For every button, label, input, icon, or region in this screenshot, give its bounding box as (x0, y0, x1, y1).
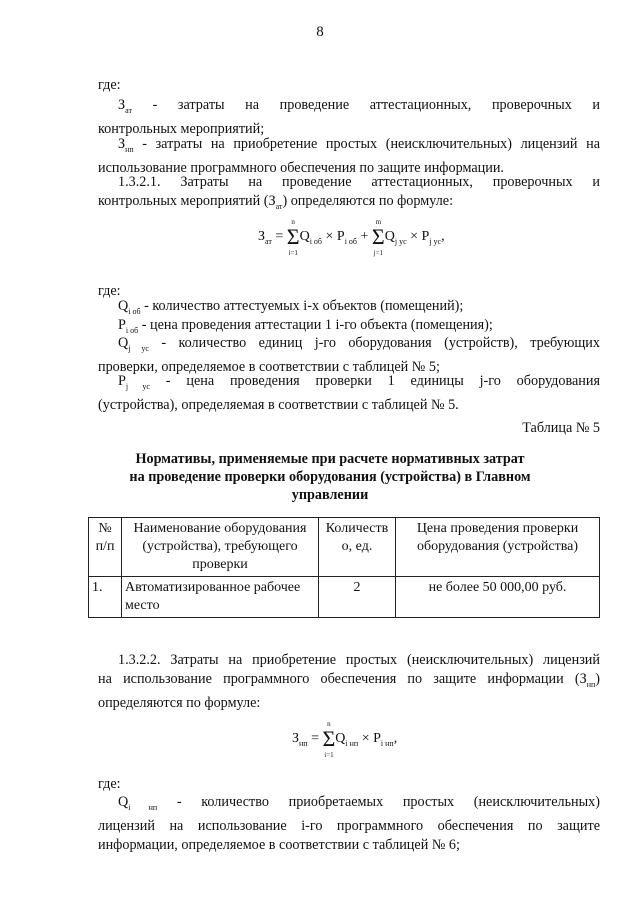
text: ) (595, 671, 600, 687)
comma: , (441, 229, 445, 245)
subscript: i об (309, 237, 322, 247)
subscript: ат (275, 201, 283, 211)
title-line: Нормативы, применяемые при расчете нормативных затрат (135, 451, 525, 467)
text: контрольных мероприятий (З (98, 193, 276, 209)
subscript: нп (586, 679, 596, 689)
paragraph-1-3-2-2 (98, 651, 600, 713)
header-qty (319, 518, 396, 577)
header-text: (устройства), требующего (142, 539, 298, 554)
symbol: З (118, 136, 126, 152)
where-text: где: (98, 283, 121, 299)
times-sign: × (325, 229, 334, 245)
cell-qty: 2 (319, 577, 396, 618)
definition-text: - затраты на приобретение простых (неисключительных) лицензий на (142, 136, 600, 152)
cell-price: не более 50 000,00 руб. (396, 577, 600, 618)
subscript: j ус (429, 237, 442, 247)
paragraph-1-3-2-1 (98, 173, 600, 216)
symbol: P (118, 373, 126, 389)
subscript: i об (125, 325, 139, 335)
header-name (122, 518, 319, 577)
header-price (396, 518, 600, 577)
comma: , (393, 731, 398, 747)
definition-text: - цена проведения проверки 1 единицы j-го оборудования (165, 373, 601, 389)
header-text: Количеств (325, 521, 389, 536)
definition-text: - цена проведения аттестации 1 i-го объекта (помещения); (141, 317, 493, 333)
def-line-cont: проверки, определяемое в соответствии с таблицей № 5; (98, 358, 440, 375)
def-z-at-line-2: контрольных мероприятий; (98, 120, 265, 137)
sigma-icon: Σ n i=1 (322, 720, 336, 759)
symbol: Q (118, 794, 129, 810)
def-z-np-line-2: использование программного обеспечения по защите информации. (98, 159, 504, 176)
formula-lhs: З (258, 229, 266, 245)
subscript: ат (125, 105, 132, 115)
sum-lower-limit: j=1 (373, 249, 384, 257)
subscript: i об (128, 306, 141, 316)
page-number: 8 (316, 24, 324, 40)
table-row (89, 577, 600, 618)
subscript: i нп (345, 739, 359, 749)
paragraph-line-2 (98, 670, 600, 694)
subscript: ат (265, 237, 272, 247)
def-z-np-line-1 (98, 135, 600, 159)
def-line-cont: лицензий на использование i-го программного обеспечения по защите (98, 817, 600, 834)
where-label-1 (98, 76, 600, 95)
header-text: Наименование оборудования (133, 521, 307, 536)
def-q-jus (98, 334, 600, 377)
paragraph-line-3: определяются по формуле: (98, 694, 261, 711)
header-text: оборудования (устройства) (416, 539, 579, 554)
cell-num: 1. (89, 577, 122, 618)
plus-sign: + (360, 229, 369, 245)
paragraph-line-1: 1.3.2.2. Затраты на приобретение простых (неисключительных) лицензий (118, 652, 600, 668)
subscript: j ус (128, 343, 149, 353)
def-p-jus (98, 372, 600, 415)
definition-text: - затраты на проведение аттестационных, проверочных и (152, 97, 601, 113)
def-line-cont: информации, определяемое в соответствии с таблицей № 6; (98, 836, 460, 853)
times-sign: × (410, 229, 419, 245)
symbol: P (118, 317, 126, 333)
q-symbol: Q (299, 229, 310, 245)
subscript: нп (125, 144, 134, 154)
header-text: проверки (192, 557, 248, 572)
header-text: о, ед. (341, 539, 373, 554)
equals-sign: = (311, 731, 319, 747)
definition-text: - количество единиц j-го оборудования (устройств), требующих (161, 335, 600, 351)
subscript: i об (344, 237, 357, 247)
p-symbol: P (336, 229, 345, 245)
table-caption: Таблица № 5 (522, 420, 600, 436)
subscript: нп (299, 739, 308, 749)
sum-upper-limit: n (291, 218, 295, 226)
times-sign: × (361, 731, 370, 747)
header-num (89, 518, 122, 577)
header-text: п/п (95, 539, 115, 554)
sum-upper-limit: m (375, 218, 382, 226)
def-line (98, 372, 600, 396)
title-line: на проведение проверки оборудования (устройства) в Главном (129, 469, 531, 485)
where-text: где: (98, 77, 121, 93)
symbol: Q (118, 298, 129, 314)
subscript: i нп (128, 802, 158, 812)
subscript: j ус (125, 381, 150, 391)
def-z-np (98, 135, 600, 178)
table-header-row (89, 518, 600, 577)
cell-name (122, 577, 319, 618)
subscript: j ус (394, 237, 407, 247)
cell-text: Автоматизированное рабочее (125, 580, 301, 595)
subscript: i нп (380, 739, 394, 749)
formula-licenses (292, 720, 398, 759)
def-line (98, 793, 600, 817)
sigma-icon: Σ m j=1 (371, 218, 385, 257)
symbol: Q (118, 335, 129, 351)
formula-lhs: З (292, 731, 300, 747)
def-line (98, 334, 600, 358)
equals-sign: = (275, 229, 284, 245)
sum-lower-limit: i=1 (288, 249, 298, 257)
cell-text: место (125, 598, 160, 613)
p-symbol: P (421, 229, 430, 245)
norms-table (88, 517, 600, 618)
definition-text: - количество приобретаемых простых (неисключительных) (176, 794, 600, 810)
p-symbol: P (373, 731, 381, 747)
where-label-3 (98, 775, 600, 794)
definition-text: - количество аттестуемых i-х объектов (помещений); (144, 298, 464, 314)
sum-lower-limit: i=1 (324, 751, 334, 759)
sum-upper-limit: n (327, 720, 331, 728)
text: на использование программного обеспечения по защите информации (З (98, 671, 587, 687)
def-line-cont: (устройства), определяемая в соответствии с таблицей № 5. (98, 396, 459, 413)
formula-attestation (258, 218, 445, 257)
header-text: № (98, 521, 112, 536)
paragraph-line-1: 1.3.2.1. Затраты на проведение аттестационных, проверочных и (118, 174, 600, 190)
sigma-icon: Σ n i=1 (286, 218, 300, 257)
q-symbol: Q (384, 229, 395, 245)
table-title (120, 450, 540, 504)
symbol: З (118, 97, 126, 113)
paragraph-line-2 (98, 192, 600, 216)
def-z-at-line-1 (98, 96, 600, 120)
title-line: управлении (291, 487, 369, 503)
header-text: Цена проведения проверки (416, 521, 579, 536)
def-q-inp (98, 793, 600, 855)
text: ) определяются по формуле: (282, 193, 454, 209)
where-text: где: (98, 776, 121, 792)
def-z-at (98, 96, 600, 139)
q-symbol: Q (335, 731, 346, 747)
